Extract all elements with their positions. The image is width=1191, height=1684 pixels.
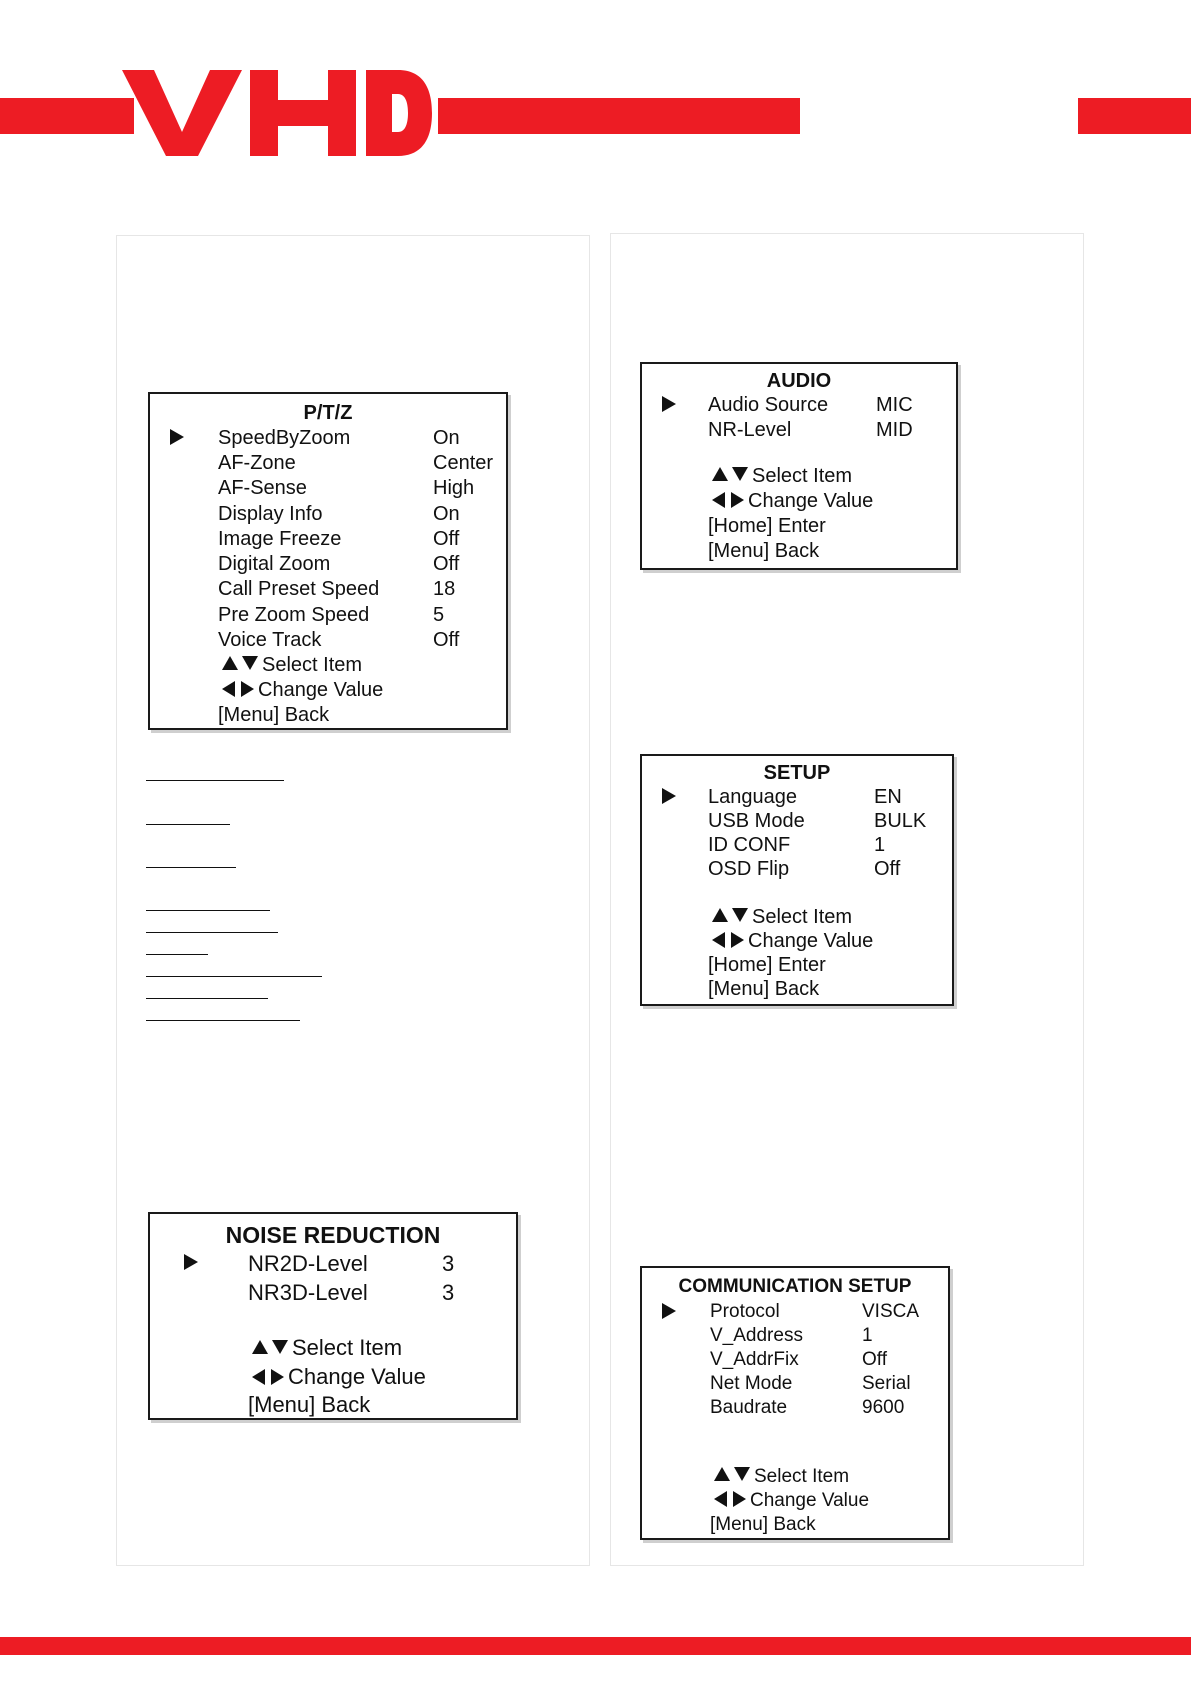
arrow-up-icon bbox=[714, 1467, 730, 1481]
arrow-right-icon bbox=[731, 492, 744, 508]
audio-hint-select bbox=[712, 465, 852, 488]
comm-hint-change bbox=[714, 1490, 869, 1512]
arrow-right-icon bbox=[731, 932, 744, 948]
comm-hint-back: [Menu] Back bbox=[710, 1514, 816, 1535]
audio-label-nr-level: NR-Level bbox=[708, 419, 792, 441]
setup-hint-select bbox=[712, 906, 852, 929]
ptz-menu-title: P/T/Z bbox=[303, 402, 353, 424]
audio-menu bbox=[640, 362, 958, 570]
setup-label-usb-mode: USB Mode bbox=[708, 810, 805, 832]
comm-value-protocol: VISCA bbox=[862, 1301, 920, 1322]
menu-cursor-icon bbox=[184, 1254, 198, 1270]
setup-value-language: EN bbox=[874, 786, 902, 808]
comm-hint-select-text: Select Item bbox=[754, 1466, 850, 1487]
header-bar-left bbox=[0, 98, 134, 134]
header-bar-right bbox=[1078, 98, 1191, 134]
nr-hint-change-text: Change Value bbox=[288, 1364, 426, 1389]
vhd-logo bbox=[122, 70, 432, 156]
ptz-value-af-sense: High bbox=[433, 477, 475, 499]
rule-9 bbox=[146, 1020, 300, 1021]
ptz-hint-back: [Menu] Back bbox=[218, 704, 330, 726]
comm-label-v-address: V_Address bbox=[710, 1325, 803, 1346]
audio-value-nr-level: MID bbox=[876, 419, 913, 441]
arrow-right-icon bbox=[271, 1369, 284, 1385]
ptz-label-af-sense: AF-Sense bbox=[218, 477, 307, 499]
comm-value-v-address: 1 bbox=[862, 1325, 873, 1346]
arrow-up-icon bbox=[252, 1340, 268, 1354]
nr-value-nr3d: 3 bbox=[442, 1280, 455, 1305]
ptz-hint-select bbox=[222, 654, 362, 677]
setup-menu bbox=[640, 754, 954, 1006]
rule-1 bbox=[146, 780, 284, 781]
setup-label-language: Language bbox=[708, 786, 797, 808]
arrow-left-icon bbox=[712, 932, 725, 948]
setup-hint-select-text: Select Item bbox=[752, 906, 853, 928]
ptz-value-image-freeze: Off bbox=[433, 528, 460, 550]
communication-setup-title: COMMUNICATION SETUP bbox=[678, 1276, 912, 1297]
ptz-value-af-zone: Center bbox=[433, 452, 494, 474]
arrow-left-icon bbox=[714, 1491, 727, 1507]
comm-label-protocol: Protocol bbox=[710, 1301, 780, 1322]
audio-label-source: Audio Source bbox=[708, 394, 829, 416]
noise-reduction-title: NOISE REDUCTION bbox=[225, 1222, 441, 1248]
setup-menu-title: SETUP bbox=[763, 762, 831, 784]
arrow-left-icon bbox=[252, 1369, 265, 1385]
setup-value-id-conf: 1 bbox=[874, 834, 886, 856]
ptz-label-call-preset-speed: Call Preset Speed bbox=[218, 578, 380, 600]
rule-6 bbox=[146, 954, 208, 955]
arrow-up-icon bbox=[712, 467, 728, 481]
audio-hint-select-text: Select Item bbox=[752, 465, 853, 487]
ptz-hint-change bbox=[222, 679, 383, 702]
ptz-value-call-preset-speed: 18 bbox=[433, 578, 456, 600]
ptz-hint-change-text: Change Value bbox=[258, 679, 384, 701]
ptz-value-speedbyzoom: On bbox=[433, 427, 460, 449]
setup-value-usb-mode: BULK bbox=[874, 810, 927, 832]
ptz-label-image-freeze: Image Freeze bbox=[218, 528, 342, 550]
arrow-down-icon bbox=[242, 656, 258, 670]
nr-hint-select bbox=[252, 1335, 402, 1361]
comm-hint-change-text: Change Value bbox=[750, 1490, 870, 1511]
menu-cursor-icon bbox=[662, 788, 676, 804]
setup-hint-enter: [Home] Enter bbox=[708, 954, 826, 976]
audio-hint-change-text: Change Value bbox=[748, 490, 874, 512]
audio-hint-enter: [Home] Enter bbox=[708, 515, 826, 537]
arrow-right-icon bbox=[241, 681, 254, 697]
communication-setup-menu bbox=[640, 1266, 950, 1540]
rule-3 bbox=[146, 867, 236, 868]
nr-hint-select-text: Select Item bbox=[292, 1335, 403, 1360]
arrow-right-icon bbox=[733, 1491, 746, 1507]
arrow-left-icon bbox=[222, 681, 235, 697]
comm-label-v-addrfix: V_AddrFix bbox=[710, 1349, 799, 1370]
setup-hint-change bbox=[712, 930, 873, 953]
ptz-value-display-info: On bbox=[433, 503, 460, 525]
menu-cursor-icon bbox=[170, 429, 184, 445]
rule-7 bbox=[146, 976, 322, 977]
noise-reduction-menu bbox=[148, 1212, 518, 1420]
ptz-label-pre-zoom-speed: Pre Zoom Speed bbox=[218, 604, 370, 626]
nr-hint-back: [Menu] Back bbox=[248, 1392, 371, 1417]
arrow-left-icon bbox=[712, 492, 725, 508]
rule-8 bbox=[146, 998, 268, 999]
ptz-value-digital-zoom: Off bbox=[433, 553, 460, 575]
setup-value-osd-flip: Off bbox=[874, 858, 901, 880]
audio-value-source: MIC bbox=[876, 394, 913, 416]
comm-label-baudrate: Baudrate bbox=[710, 1397, 788, 1418]
setup-hint-change-text: Change Value bbox=[748, 930, 874, 952]
audio-hint-change bbox=[712, 490, 873, 513]
nr-label-nr2d: NR2D-Level bbox=[248, 1251, 368, 1276]
nr-hint-change bbox=[252, 1364, 426, 1390]
comm-value-net-mode: Serial bbox=[862, 1373, 911, 1394]
ptz-value-voice-track: Off bbox=[433, 629, 460, 651]
rule-5 bbox=[146, 932, 278, 933]
ptz-label-display-info: Display Info bbox=[218, 503, 323, 525]
rule-4 bbox=[146, 910, 270, 911]
ptz-label-digital-zoom: Digital Zoom bbox=[218, 553, 331, 575]
footer-bar bbox=[0, 1637, 1191, 1655]
ptz-hint-select-text: Select Item bbox=[262, 654, 363, 676]
ptz-label-voice-track: Voice Track bbox=[218, 629, 322, 651]
comm-value-v-addrfix: Off bbox=[862, 1349, 887, 1370]
audio-menu-title: AUDIO bbox=[766, 370, 832, 392]
arrow-down-icon bbox=[732, 908, 748, 922]
setup-hint-back: [Menu] Back bbox=[708, 978, 820, 1000]
ptz-value-pre-zoom-speed: 5 bbox=[433, 604, 445, 626]
nr-label-nr3d: NR3D-Level bbox=[248, 1280, 368, 1305]
nr-value-nr2d: 3 bbox=[442, 1251, 455, 1276]
rule-2 bbox=[146, 824, 230, 825]
audio-hint-back: [Menu] Back bbox=[708, 540, 820, 562]
arrow-up-icon bbox=[712, 908, 728, 922]
comm-hint-select bbox=[714, 1466, 849, 1488]
ptz-label-speedbyzoom: SpeedByZoom bbox=[218, 427, 351, 449]
arrow-down-icon bbox=[272, 1340, 288, 1354]
ptz-label-af-zone: AF-Zone bbox=[218, 452, 296, 474]
setup-label-id-conf: ID CONF bbox=[708, 834, 791, 856]
setup-label-osd-flip: OSD Flip bbox=[708, 858, 790, 880]
comm-value-baudrate: 9600 bbox=[862, 1397, 905, 1418]
menu-cursor-icon bbox=[662, 1303, 676, 1319]
comm-label-net-mode: Net Mode bbox=[710, 1373, 793, 1394]
arrow-down-icon bbox=[732, 467, 748, 481]
arrow-down-icon bbox=[734, 1467, 750, 1481]
header-bar-middle bbox=[438, 98, 800, 134]
menu-cursor-icon bbox=[662, 396, 676, 412]
ptz-menu bbox=[148, 392, 508, 730]
arrow-up-icon bbox=[222, 656, 238, 670]
